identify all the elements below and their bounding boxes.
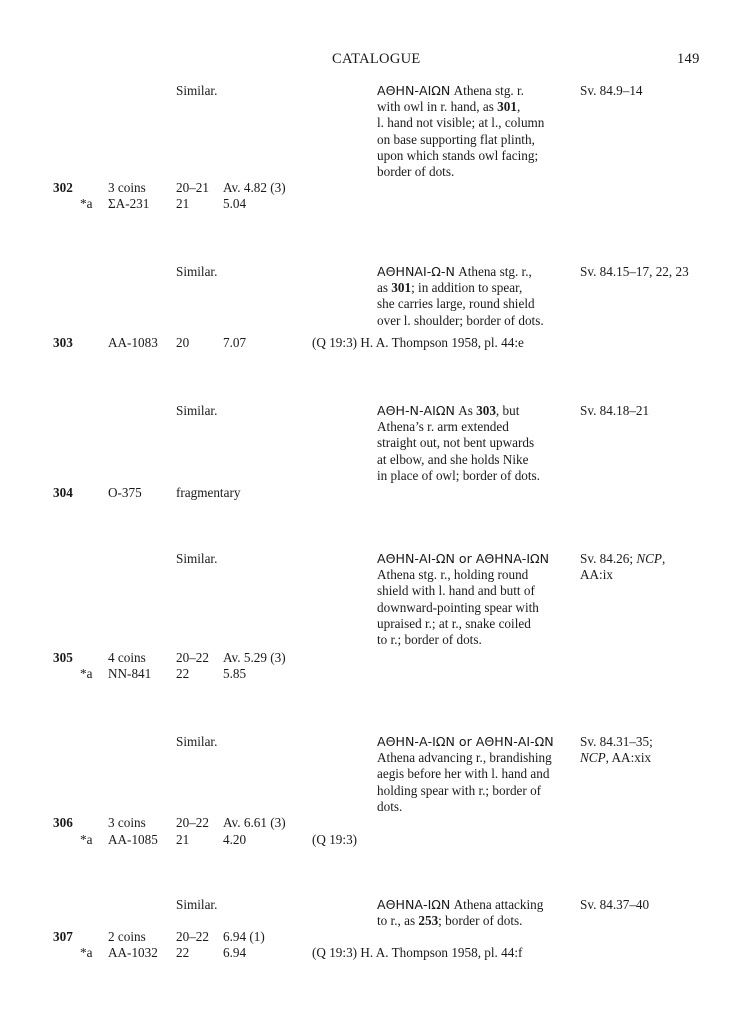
condition: fragmentary: [176, 485, 241, 500]
weight: Av. 5.29 (3): [223, 650, 286, 665]
inventory-id: O-375: [108, 485, 142, 500]
weight: Av. 4.82 (3): [223, 180, 286, 195]
size-range: 20–21: [176, 180, 209, 195]
greek-legend: ΑΘΗΝ-ΑΙΩΝ: [377, 83, 451, 98]
obverse-description: Similar.: [176, 83, 218, 98]
inventory-id: AA-1083: [108, 335, 158, 350]
reverse-description: ΑΘΗΝ-ΑΙ-ΩΝ or ΑΘΗΝΑ-ΙΩΝ Athena stg. r., holding round shield with l. hand and butt of downward-pointing spear with upraised r.; at r., snake coiled to r.; border of dots.: [377, 551, 573, 648]
size-range: 20–22: [176, 650, 209, 665]
size-range: 20–22: [176, 929, 209, 944]
illustrated-mark: *a: [80, 196, 93, 211]
weight: 6.94: [223, 945, 247, 960]
weight: Av. 6.61 (3): [223, 815, 286, 830]
inventory-id: AA-1032: [108, 945, 158, 960]
weight: 5.04: [223, 196, 247, 211]
greek-legend: ΑΘΗΝΑ-ΙΩΝ: [377, 897, 451, 912]
illustrated-mark: *a: [80, 945, 93, 960]
cross-reference: 253: [418, 913, 439, 929]
reverse-description: ΑΘΗΝ-ΑΙΩΝ Athena stg. r. with owl in r. hand, as 301, l. hand not visible; at l., column on base supporting flat plinth, upon which stands owl facing; border of dots.: [377, 83, 545, 180]
weight: 4.20: [223, 832, 247, 847]
context-note: (Q 19:3) H. A. Thompson 1958, pl. 44:e: [312, 335, 524, 350]
size: 22: [176, 945, 190, 960]
weight: 5.85: [223, 666, 247, 681]
coin-count: 3 coins: [108, 815, 146, 830]
catalogue-number: 306: [53, 815, 73, 830]
obverse-description: Similar.: [176, 897, 218, 912]
reference: Sv. 84.31–35;: [580, 734, 653, 749]
reference: Sv. 84.26; NCP,: [580, 551, 666, 566]
greek-legend: ΑΘΗΝ-Α-ΙΩΝ or ΑΘΗΝ-ΑΙ-ΩΝ: [377, 734, 554, 749]
cross-reference: 301: [391, 280, 412, 296]
coin-count: 3 coins: [108, 180, 146, 195]
reference: Sv. 84.15–17, 22, 23: [580, 264, 689, 279]
greek-legend: ΑΘΗ-Ν-ΑΙΩΝ: [377, 403, 455, 418]
size: 21: [176, 832, 190, 847]
catalogue-number: 303: [53, 335, 73, 350]
catalogue-number: 304: [53, 485, 73, 500]
inventory-id: ΣΑ-231: [108, 196, 150, 211]
coin-count: 4 coins: [108, 650, 146, 665]
illustrated-mark: *a: [80, 666, 93, 681]
cross-reference: 301: [497, 99, 517, 115]
obverse-description: Similar.: [176, 734, 218, 749]
reference-continued: NCP, AA:xix: [580, 750, 652, 765]
obverse-description: Similar.: [176, 264, 218, 279]
catalogue-number: 307: [53, 929, 73, 944]
catalogue-number: 302: [53, 180, 73, 195]
coin-count: 2 coins: [108, 929, 146, 944]
size: 21: [176, 196, 190, 211]
weight: 7.07: [223, 335, 247, 350]
cross-reference: 303: [476, 403, 496, 418]
inventory-id: NN-841: [108, 666, 152, 681]
size-range: 20–22: [176, 815, 209, 830]
obverse-description: Similar.: [176, 403, 218, 418]
reverse-description: ΑΘΗΝΑ-ΙΩΝ Athena attacking to r., as 253; border of dots.: [377, 897, 544, 929]
catalogue-number: 305: [53, 650, 73, 665]
reverse-description: ΑΘΗ-Ν-ΑΙΩΝ As 303, but Athena’s r. arm extended straight out, not bent upwards at elbow, and she holds Nike in place of owl; border of dots.: [377, 403, 540, 483]
illustrated-mark: *a: [80, 832, 93, 847]
context-note: (Q 19:3): [312, 832, 358, 847]
context-note: (Q 19:3) H. A. Thompson 1958, pl. 44:f: [312, 945, 523, 960]
greek-legend: ΑΘΗΝ-ΑΙ-ΩΝ or ΑΘΗΝΑ-ΙΩΝ: [377, 551, 550, 566]
page-number: 149: [677, 51, 700, 67]
inventory-id: AA-1085: [108, 832, 158, 847]
reference: Sv. 84.18–21: [580, 403, 650, 418]
weight: 6.94 (1): [223, 929, 265, 944]
reference-continued: AA:ix: [580, 567, 613, 582]
running-head: CATALOGUE: [332, 51, 421, 67]
reference: Sv. 84.37–40: [580, 897, 650, 912]
reference: Sv. 84.9–14: [580, 83, 643, 98]
size: 22: [176, 666, 190, 681]
obverse-description: Similar.: [176, 551, 218, 566]
greek-legend: ΑΘΗΝΑΙ-Ω-Ν: [377, 264, 455, 279]
size: 20: [176, 335, 190, 350]
reverse-description: ΑΘΗΝ-Α-ΙΩΝ or ΑΘΗΝ-ΑΙ-ΩΝ Athena advancing r., brandishing aegis before her with l. hand and holding spear with r.; border of dots.: [377, 734, 573, 815]
reverse-description: ΑΘΗΝΑΙ-Ω-Ν Athena stg. r., as 301; in addition to spear, she carries large, round shield over l. shoulder; border of dots.: [377, 264, 544, 328]
